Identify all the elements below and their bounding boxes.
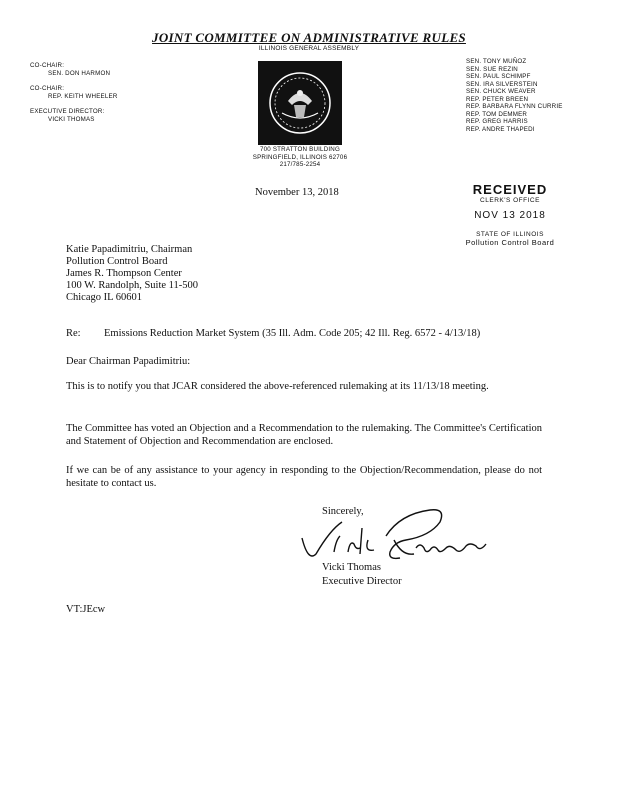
stamp-date: NOV 13 2018 — [474, 210, 546, 221]
typist-initials: VT:JEcw — [66, 604, 106, 615]
stamp-received: RECEIVED — [472, 182, 548, 197]
address-line-3: 217/785-2254 — [279, 161, 321, 168]
recipient-line-1: Katie Papadimitriu, Chairman — [66, 244, 193, 255]
recipient-line-4: 100 W. Randolph, Suite 11-500 — [66, 280, 199, 291]
closing-sincerely: Sincerely, — [322, 506, 364, 517]
received-stamp — [455, 182, 565, 247]
address-line-1: 700 STRATTON BUILDING — [260, 146, 340, 153]
member-item: SEN. CHUCK WEAVER — [466, 88, 536, 95]
signer-title: Executive Director — [322, 576, 402, 587]
salutation: Dear Chairman Papadimitriu: — [66, 356, 191, 367]
co-chair-1-label: CO-CHAIR: — [30, 62, 65, 69]
letter-date: November 13, 2018 — [255, 187, 339, 198]
officers-block — [30, 62, 118, 123]
member-item: REP. BARBARA FLYNN CURRIE — [466, 103, 563, 110]
member-item: SEN. IRA SILVERSTEIN — [466, 80, 538, 88]
paragraph-2: The Committee has voted an Objection and a Recommendation to the rulemaking. The Committee's Certification and Statement of Objection and Recommendation are enclosed. — [66, 423, 542, 447]
member-item: SEN. SUE REZIN — [466, 65, 518, 73]
paragraph-3: If we can be of any assistance to your agency in responding to the Objection/Recommendation, please do not hesitate to contact us. — [66, 465, 542, 489]
member-item: REP. TOM DEMMER — [466, 110, 528, 118]
stamp-state: STATE OF ILLINOIS — [476, 231, 544, 238]
address-line-2: SPRINGFIELD, ILLINOIS 62706 — [252, 153, 348, 161]
member-list — [466, 58, 563, 133]
re-label: Re: — [66, 328, 81, 339]
stamp-board: Pollution Control Board — [465, 238, 555, 247]
signature-image — [290, 500, 500, 570]
exec-director-label: EXECUTIVE DIRECTOR: — [30, 108, 105, 115]
member-item: REP. GREG HARRIS — [466, 118, 528, 125]
exec-director-name: VICKI THOMAS — [48, 115, 95, 123]
recipient-line-2: Pollution Control Board — [66, 256, 168, 267]
member-item: REP. PETER BREEN — [466, 95, 529, 103]
assembly-subtitle: ILLINOIS GENERAL ASSEMBLY — [258, 45, 360, 52]
recipient-address — [66, 244, 198, 304]
co-chair-2-name: REP. KEITH WHEELER — [48, 92, 118, 100]
co-chair-2-label: CO-CHAIR: — [30, 85, 65, 92]
signer-name: Vicki Thomas — [322, 562, 381, 573]
stamp-office: CLERK'S OFFICE — [480, 197, 540, 204]
member-item: REP. ANDRE THAPEDI — [466, 125, 535, 133]
member-item: SEN. PAUL SCHIMPF — [466, 73, 531, 80]
committee-title: JOINT COMMITTEE ON ADMINISTRATIVE RULES — [152, 30, 466, 45]
re-subject: Emissions Reduction Market System (35 Ill. Adm. Code 205; 42 Ill. Reg. 6572 - 4/13/18) — [104, 328, 481, 339]
recipient-line-3: James R. Thompson Center — [66, 268, 182, 279]
paragraph-1: This is to notify you that JCAR considered the above-referenced rulemaking at its 11/13/18 meeting. — [66, 381, 489, 392]
co-chair-1-name: SEN. DON HARMON — [48, 69, 111, 77]
eagle-seal-icon — [258, 61, 342, 145]
committee-address — [230, 146, 370, 169]
state-seal-image — [258, 61, 342, 145]
recipient-line-5: Chicago IL 60601 — [66, 292, 143, 303]
member-item: SEN. TONY MUÑOZ — [466, 58, 527, 65]
